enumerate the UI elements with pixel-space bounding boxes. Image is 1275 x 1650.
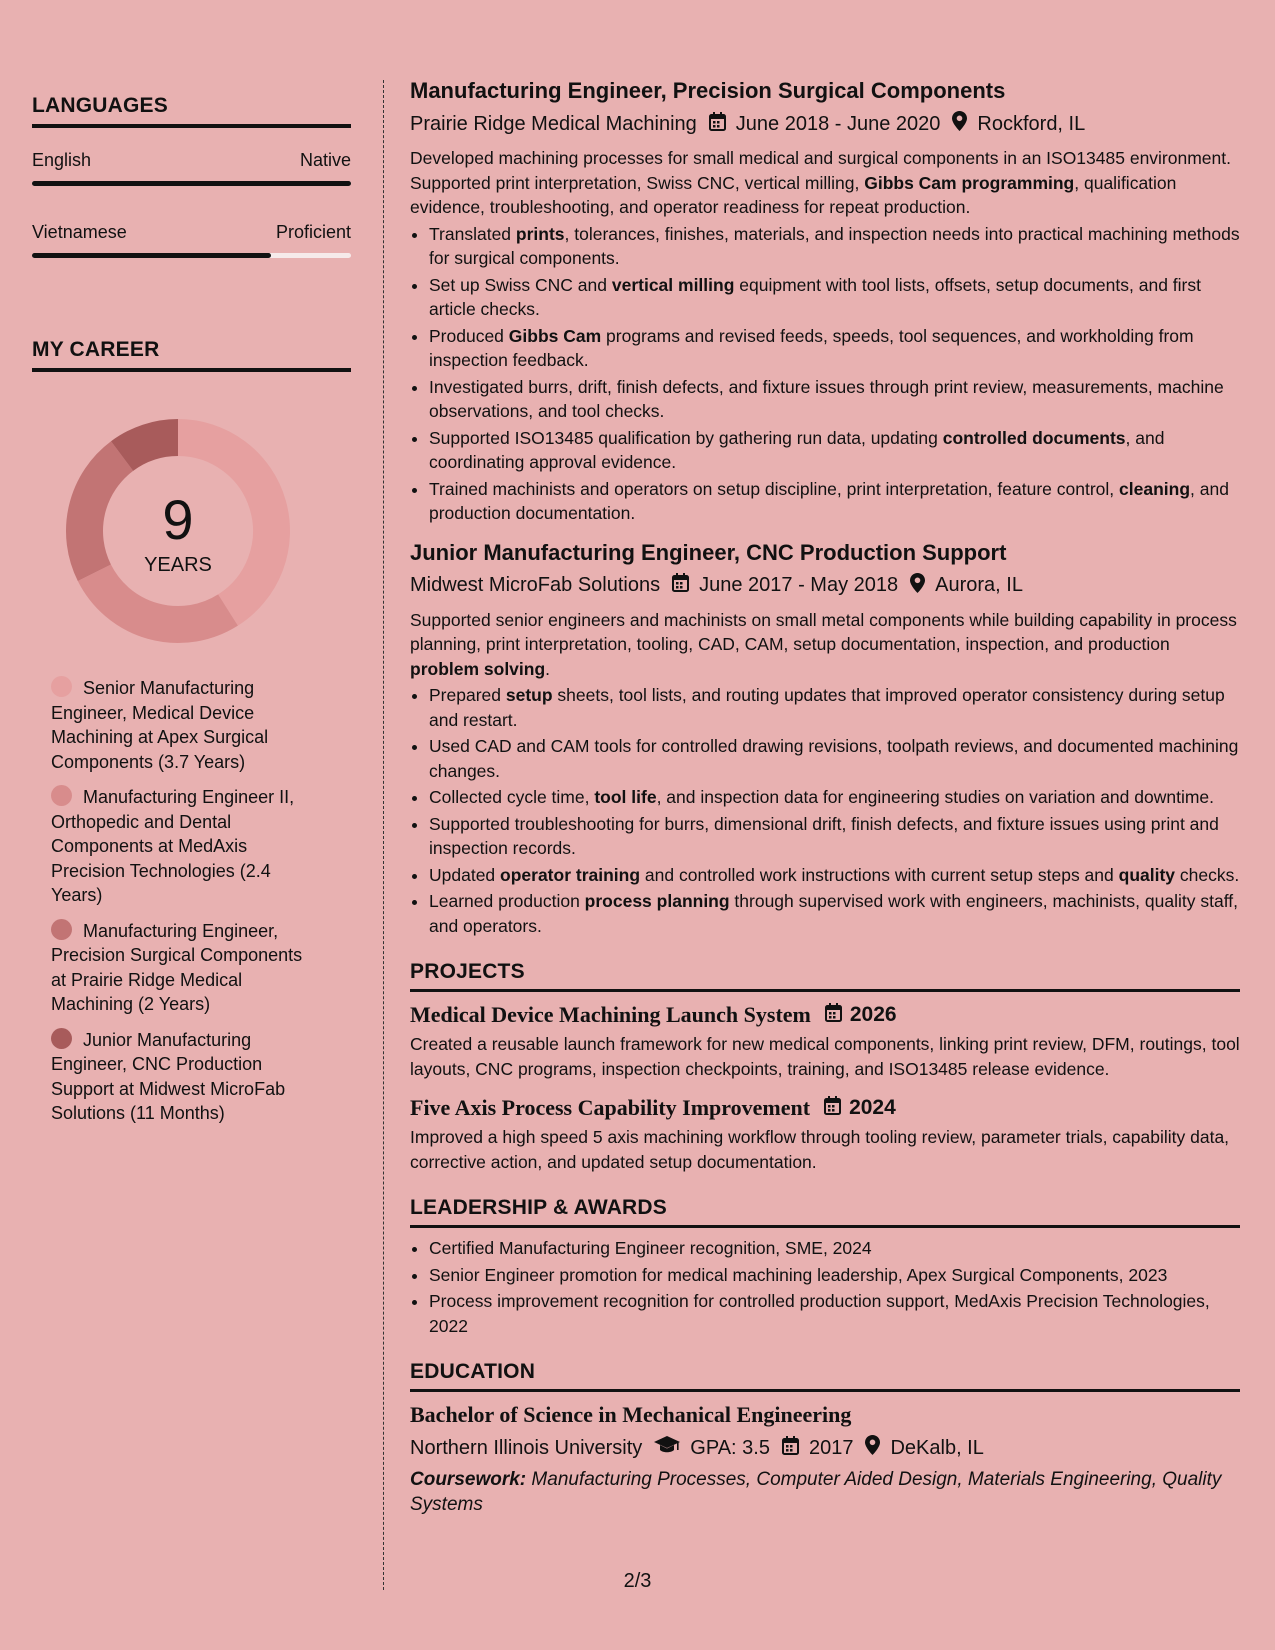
career-heading: MY CAREER — [32, 338, 351, 372]
legend-item — [51, 919, 321, 1017]
job-location: Rockford, IL — [977, 112, 1086, 135]
education-meta — [410, 1435, 1240, 1461]
bullet-item: • Updated operator training and controlled work instructions with current setup steps and quality checks. — [429, 863, 1240, 888]
language-level: Proficient — [275, 222, 351, 242]
legend-label: Manufacturing Engineer II, Orthopedic and Dental Components at MedAxis Precision Technologies (2.4 Years) — [51, 787, 295, 905]
column-divider — [383, 80, 384, 1590]
project-title: Medical Device Machining Launch System — [410, 1002, 811, 1027]
school-location: DeKalb, IL — [890, 1436, 984, 1459]
bullet-item: • Produced Gibbs Cam programs and revised feeds, speeds, tool sequences, and workholding from inspection feedback. — [429, 324, 1240, 373]
donut-center — [63, 416, 293, 646]
calendar-icon — [825, 1003, 842, 1027]
left-column — [32, 94, 351, 1137]
job-summary: Supported senior engineers and machinists on small metal components while building capability in process planning, print interpretation, tooling, CAD, CAM, setup documentation, inspection, and production problem solving. — [410, 609, 1237, 679]
career-donut-chart — [63, 416, 293, 646]
education-section — [410, 1360, 1240, 1517]
language-name: English — [32, 150, 92, 170]
map-pin-icon — [952, 111, 967, 137]
legend-label: Senior Manufacturing Engineer, Medical Device Machining at Apex Surgical Components (3.7 Years) — [51, 678, 269, 772]
career-total-years: 9 — [162, 487, 194, 551]
graduation-cap-icon — [654, 1436, 680, 1460]
calendar-icon — [709, 112, 726, 137]
awards-list — [429, 1236, 1240, 1338]
legend-dot — [51, 676, 72, 697]
legend-item — [51, 785, 321, 908]
career-section — [32, 338, 351, 1126]
project-year: 2024 — [849, 1096, 896, 1119]
language-item — [32, 222, 351, 258]
project-year: 2026 — [849, 1003, 897, 1026]
language-proficiency-bar — [32, 181, 351, 186]
right-column — [410, 78, 1240, 1517]
bullet-item: • Translated prints, tolerances, finishes, materials, and inspection needs into practical machining methods for surgical components. — [429, 222, 1240, 271]
project-title: Five Axis Process Capability Improvement — [410, 1095, 811, 1120]
job-location: Aurora, IL — [935, 574, 1023, 596]
job-entry — [410, 78, 1240, 526]
coursework — [410, 1467, 1240, 1517]
projects-section — [410, 960, 1240, 1174]
job-dates: June 2018 - June 2020 — [735, 112, 941, 135]
language-item — [32, 150, 351, 186]
legend-dot — [51, 1028, 72, 1049]
graduation-year: 2017 — [808, 1436, 854, 1459]
award-item: • Certified Manufacturing Engineer recognition, SME, 2024 — [429, 1236, 1240, 1261]
job-bullets — [429, 683, 1240, 938]
job-summary: Developed machining processes for small medical and surgical components in an ISO13485 environment. Supported print interpretation, Swiss CNC, vertical milling, Gibbs Cam programming, qualification evidence, troubleshooting, and operator readiness for repeat production. — [410, 148, 1231, 217]
legend-label: Manufacturing Engineer, Precision Surgical Components at Prairie Ridge Medical Machining (2 Years) — [51, 920, 303, 1014]
legend-dot — [51, 785, 72, 806]
education-heading: EDUCATION — [410, 1360, 1240, 1392]
bullet-item: • Set up Swiss CNC and vertical milling equipment with tool lists, offsets, setup documents, and first article checks. — [429, 273, 1240, 322]
job-title: Manufacturing Engineer, Precision Surgical Components — [410, 78, 1006, 103]
school-name: Northern Illinois University — [410, 1436, 643, 1459]
language-name: Vietnamese — [32, 222, 127, 242]
job-entry — [410, 540, 1240, 939]
award-item: • Process improvement recognition for controlled production support, MedAxis Precision Technologies, 2022 — [429, 1289, 1240, 1338]
bullet-item: • Supported ISO13485 qualification by gathering run data, updating controlled documents, and coordinating approval evidence. — [429, 426, 1240, 475]
legend-item — [51, 1028, 321, 1126]
gpa: GPA: 3.5 — [690, 1436, 770, 1459]
map-pin-icon — [865, 1435, 880, 1461]
calendar-icon — [782, 1436, 799, 1461]
projects-heading: PROJECTS — [410, 960, 1240, 992]
career-total-unit: YEARS — [144, 553, 212, 576]
job-dates: June 2017 - May 2018 — [699, 574, 899, 596]
project-description: Created a reusable launch framework for new medical components, linking print review, DFM, routings, tool layouts, CNC programs, inspection checkpoints, training, and ISO13485 release evidence. — [410, 1034, 1240, 1079]
awards-section — [410, 1196, 1240, 1338]
language-proficiency-fill — [32, 253, 271, 258]
coursework-list: Manufacturing Processes, Computer Aided Design, Materials Engineering, Quality Systems — [410, 1469, 1222, 1515]
company-name: Midwest MicroFab Solutions — [410, 574, 661, 596]
career-legend — [51, 676, 321, 1126]
calendar-icon — [824, 1096, 841, 1120]
awards-heading: LEADERSHIP & AWARDS — [410, 1196, 1240, 1228]
page-number: 2/3 — [623, 1570, 652, 1592]
job-title: Junior Manufacturing Engineer, CNC Production Support — [410, 539, 1007, 565]
project-item — [410, 1095, 1240, 1174]
bullet-item: • Prepared setup sheets, tool lists, and routing updates that improved operator consistency during setup and restart. — [429, 683, 1240, 732]
degree-title: Bachelor of Science in Mechanical Engineering — [410, 1402, 852, 1427]
bullet-item: • Supported troubleshooting for burrs, dimensional drift, finish defects, and fixture issues using print and inspection records. — [429, 812, 1240, 861]
coursework-label: Coursework: — [410, 1469, 527, 1490]
map-pin-icon — [910, 573, 925, 599]
calendar-icon — [672, 573, 689, 598]
project-item — [410, 1002, 1240, 1081]
bullet-item: • Collected cycle time, tool life, and inspection data for engineering studies on variation and downtime. — [429, 785, 1240, 810]
language-proficiency-fill — [32, 181, 351, 186]
language-level: Native — [299, 150, 351, 170]
job-bullets — [429, 222, 1240, 526]
language-proficiency-bar — [32, 253, 351, 258]
company-name: Prairie Ridge Medical Machining — [410, 112, 697, 135]
languages-heading: LANGUAGES — [32, 94, 351, 128]
legend-item — [51, 676, 321, 774]
bullet-item: • Investigated burrs, drift, finish defects, and fixture issues through print review, measurements, machine observations, and tool checks. — [429, 375, 1240, 424]
job-meta — [410, 573, 1240, 599]
project-description: Improved a high speed 5 axis machining workflow through tooling review, parameter trials, capability data, corrective action, and updated setup documentation. — [410, 1127, 1230, 1172]
bullet-item: • Used CAD and CAM tools for controlled drawing revisions, toolpath reviews, and documented machining changes. — [429, 734, 1240, 783]
legend-label: Junior Manufacturing Engineer, CNC Production Support at Midwest MicroFab Solutions (11 Months) — [51, 1029, 286, 1123]
bullet-item: • Trained machinists and operators on setup discipline, print interpretation, feature control, cleaning, and production documentation. — [429, 477, 1240, 526]
legend-dot — [51, 919, 72, 940]
job-meta — [410, 111, 1240, 137]
bullet-item: • Learned production process planning through supervised work with engineers, machinists, quality staff, and operators. — [429, 889, 1240, 938]
award-item: • Senior Engineer promotion for medical machining leadership, Apex Surgical Components, 2023 — [429, 1263, 1240, 1288]
